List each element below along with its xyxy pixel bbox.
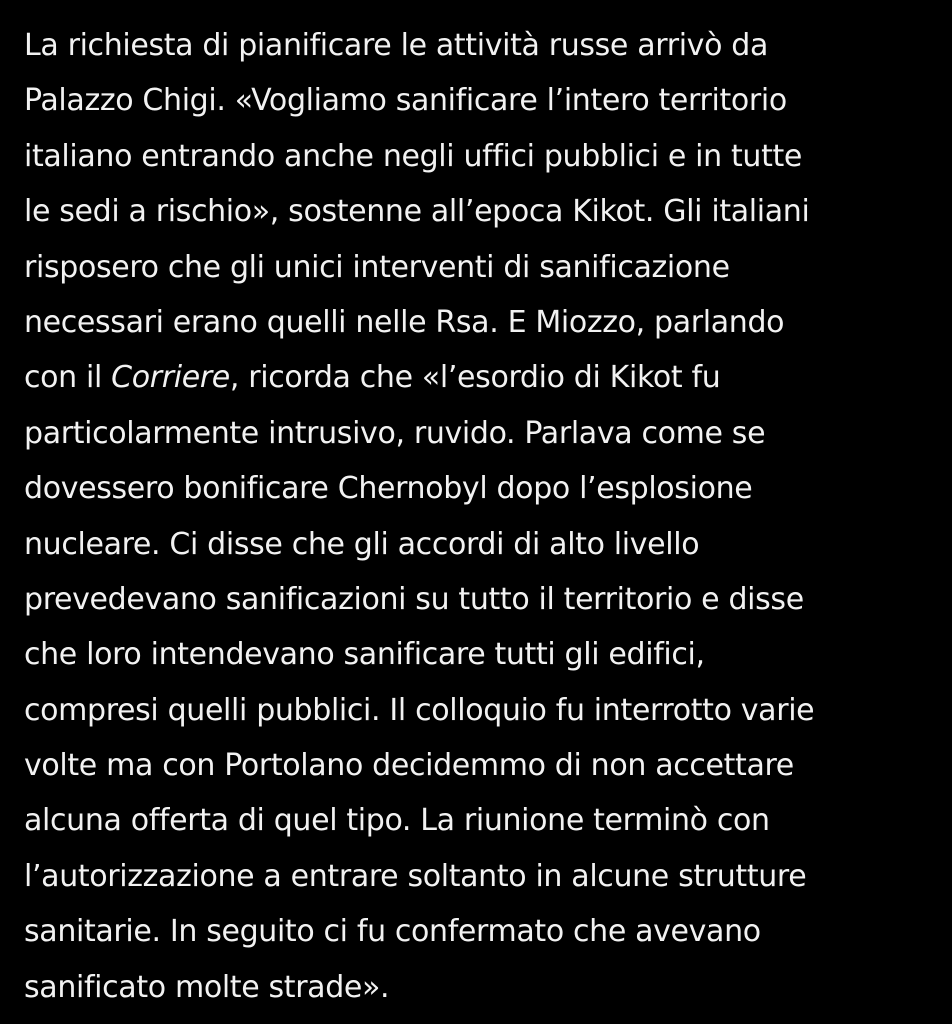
- article-line: risposero che gli unici interventi di sanificazione: [24, 249, 730, 285]
- article-line: italiano entrando anche negli uffici pubblici e in tutte: [24, 138, 803, 174]
- article-line: che loro intendevano sanificare tutti gli edifici,: [24, 637, 705, 673]
- line-text-before: con il: [24, 360, 112, 396]
- article-line: volte ma con Portolano decidemmo di non accettare: [24, 748, 794, 784]
- article-line: compresi quelli pubblici. Il colloquio fu interrotto varie: [24, 692, 815, 728]
- article-line: le sedi a rischio», sostenne all’epoca Kikot. Gli italiani: [24, 194, 810, 230]
- article-line: nucleare. Ci disse che gli accordi di alto livello: [24, 526, 700, 562]
- article-line: [24, 350, 934, 405]
- article-line: sanitarie. In seguito ci fu confermato che avevano: [24, 914, 761, 950]
- line-text-after: , ricorda che «l’esordio di Kikot fu: [229, 360, 721, 396]
- article-line: alcuna offerta di quel tipo. La riunione terminò con: [24, 803, 770, 839]
- article-line: l’autorizzazione a entrare soltanto in alcune strutture: [24, 858, 807, 894]
- article-line: sanificato molte strade».: [24, 969, 390, 1005]
- newspaper-name: Corriere: [111, 360, 230, 396]
- article-line: dovessero bonificare Chernobyl dopo l’esplosione: [24, 471, 753, 507]
- article-line: La richiesta di pianificare le attività russe arrivò da: [24, 28, 769, 63]
- article-line: Palazzo Chigi. «Vogliamo sanificare l’intero territorio: [24, 83, 787, 119]
- article-line: prevedevano sanificazioni su tutto il territorio e disse: [24, 581, 804, 617]
- article-line: particolarmente intrusivo, ruvido. Parlava come se: [24, 415, 766, 451]
- article-body: [24, 18, 934, 1015]
- article-line: necessari erano quelli nelle Rsa. E Miozzo, parlando: [24, 304, 785, 340]
